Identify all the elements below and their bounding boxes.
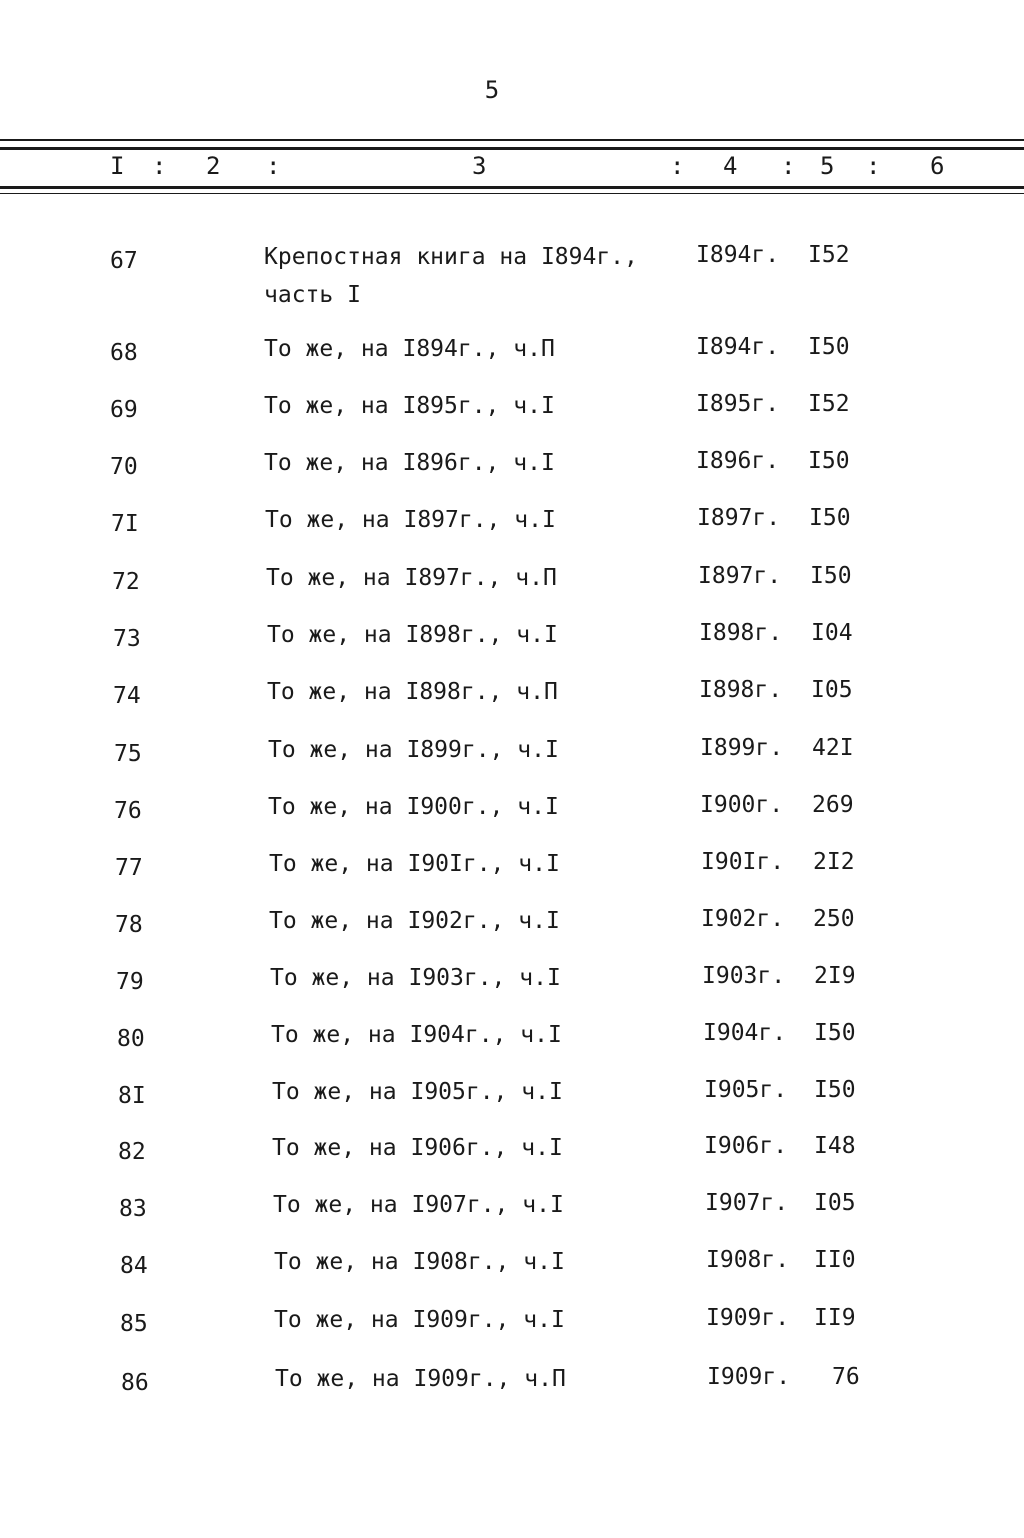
row-date: I900г. <box>700 792 784 818</box>
row-number: 75 <box>114 741 142 767</box>
table-row <box>0 505 1024 553</box>
row-title-line: То же, на I898г., ч.I <box>267 622 558 648</box>
header-rule-bottom <box>0 186 1024 189</box>
row-title <box>275 1360 695 1398</box>
table-row <box>0 242 1024 308</box>
row-number: 86 <box>121 1370 149 1396</box>
row-number: 76 <box>114 798 142 824</box>
row-title <box>266 559 686 597</box>
column-header-1: I <box>110 152 125 180</box>
row-number: 70 <box>110 454 138 480</box>
row-date: I902г. <box>701 906 785 932</box>
row-title-line: То же, на I908г., ч.I <box>274 1249 565 1275</box>
row-sheet-count: 2I9 <box>814 963 856 989</box>
row-date: I894г. <box>696 334 780 360</box>
table-row <box>0 563 1024 611</box>
column-header-6: 6 <box>930 152 945 180</box>
row-date: I906г. <box>704 1133 788 1159</box>
table-row <box>0 849 1024 897</box>
row-number: 79 <box>116 969 144 995</box>
table-row <box>0 1077 1024 1125</box>
row-number: 74 <box>113 683 141 709</box>
table-row <box>0 391 1024 439</box>
header-rule-bottom-thin <box>0 193 1024 194</box>
row-date: I905г. <box>704 1077 788 1103</box>
table-row <box>0 1133 1024 1181</box>
row-title <box>267 673 687 711</box>
row-sheet-count: I50 <box>814 1077 856 1103</box>
row-date: I894г. <box>696 242 780 268</box>
table-row <box>0 448 1024 496</box>
column-header-5: 5 <box>820 152 835 180</box>
row-number: 78 <box>115 912 143 938</box>
row-number: 73 <box>113 626 141 652</box>
column-separator: : <box>866 152 881 180</box>
row-date: I899г. <box>700 735 784 761</box>
row-title <box>272 1073 692 1111</box>
row-title-line: То же, на I897г., ч.I <box>265 507 556 533</box>
row-title <box>264 238 684 314</box>
row-number: 67 <box>110 248 138 274</box>
column-separator: : <box>152 152 167 180</box>
row-sheet-count: I05 <box>814 1190 856 1216</box>
row-title-line: То же, на I905г., ч.I <box>272 1079 563 1105</box>
row-number: 8I <box>118 1083 146 1109</box>
row-title-line: То же, на I909г., ч.П <box>275 1366 566 1392</box>
row-sheet-count: I48 <box>814 1133 856 1159</box>
row-title-line: То же, на I896г., ч.I <box>264 450 555 476</box>
row-number: 77 <box>115 855 143 881</box>
row-title <box>268 788 688 826</box>
column-header-4: 4 <box>723 152 738 180</box>
table-row <box>0 1364 1024 1412</box>
column-header-3: 3 <box>472 152 487 180</box>
row-number: 80 <box>117 1026 145 1052</box>
row-title-line: То же, на I897г., ч.П <box>266 565 557 591</box>
row-number: 82 <box>118 1139 146 1165</box>
row-sheet-count: I50 <box>809 505 851 531</box>
row-date: I897г. <box>698 563 782 589</box>
row-title-line: То же, на I902г., ч.I <box>269 908 560 934</box>
table-row <box>0 334 1024 382</box>
table-row <box>0 735 1024 783</box>
row-title-line: То же, на I909г., ч.I <box>274 1307 565 1333</box>
row-title <box>264 330 684 368</box>
row-date: I895г. <box>696 391 780 417</box>
row-title-line: То же, на I907г., ч.I <box>273 1192 564 1218</box>
header-rule-top-double <box>0 147 1024 150</box>
row-date: I904г. <box>703 1020 787 1046</box>
row-title <box>271 1016 691 1054</box>
row-title-line: часть I <box>264 282 361 308</box>
row-title <box>272 1129 692 1167</box>
row-title-line: То же, на I898г., ч.П <box>267 679 558 705</box>
row-sheet-count: I04 <box>811 620 853 646</box>
row-sheet-count: I52 <box>808 242 850 268</box>
table-row <box>0 1305 1024 1353</box>
row-title-line: То же, на I894г., ч.П <box>264 336 555 362</box>
row-date: I903г. <box>702 963 786 989</box>
row-title <box>269 902 689 940</box>
row-title-line: Крепостная книга на I894г., <box>264 244 638 270</box>
column-separator: : <box>781 152 796 180</box>
row-sheet-count: I50 <box>808 334 850 360</box>
row-title-line: То же, на I899г., ч.I <box>268 737 559 763</box>
row-sheet-count: 76 <box>832 1364 860 1390</box>
row-date: I898г. <box>699 620 783 646</box>
row-number: 84 <box>120 1253 148 1279</box>
row-title <box>268 731 688 769</box>
row-sheet-count: II9 <box>814 1305 856 1331</box>
column-header-2: 2 <box>206 152 221 180</box>
row-sheet-count: I50 <box>814 1020 856 1046</box>
row-sheet-count: 42I <box>812 735 854 761</box>
row-date: I90Iг. <box>701 849 785 875</box>
table-row <box>0 1020 1024 1068</box>
row-title-line: То же, на I904г., ч.I <box>271 1022 562 1048</box>
row-title <box>274 1301 694 1339</box>
row-title <box>264 387 684 425</box>
row-date: I909г. <box>707 1364 791 1390</box>
page-number: 5 <box>484 76 500 104</box>
row-title <box>270 959 690 997</box>
row-sheet-count: I52 <box>808 391 850 417</box>
row-date: I907г. <box>705 1190 789 1216</box>
header-rule-top <box>0 139 1024 141</box>
row-title-line: То же, на I90Iг., ч.I <box>269 851 560 877</box>
row-title-line: То же, на I900г., ч.I <box>268 794 559 820</box>
row-title-line: То же, на I895г., ч.I <box>264 393 555 419</box>
row-number: 83 <box>119 1196 147 1222</box>
row-sheet-count: I50 <box>808 448 850 474</box>
row-sheet-count: 2I2 <box>813 849 855 875</box>
row-title <box>265 501 685 539</box>
row-number: 7I <box>111 511 139 537</box>
row-number: 72 <box>112 569 140 595</box>
row-title <box>269 845 689 883</box>
row-date: I898г. <box>699 677 783 703</box>
table-row <box>0 677 1024 725</box>
row-date: I908г. <box>706 1247 790 1273</box>
table-row <box>0 906 1024 954</box>
row-date: I896г. <box>696 448 780 474</box>
row-number: 68 <box>110 340 138 366</box>
row-title <box>267 616 687 654</box>
table-row <box>0 792 1024 840</box>
table-row <box>0 1190 1024 1238</box>
row-sheet-count: 250 <box>813 906 855 932</box>
row-title <box>264 444 684 482</box>
table-row <box>0 963 1024 1011</box>
row-sheet-count: I05 <box>811 677 853 703</box>
row-sheet-count: 269 <box>812 792 854 818</box>
row-title-line: То же, на I903г., ч.I <box>270 965 561 991</box>
row-title-line: То же, на I906г., ч.I <box>272 1135 563 1161</box>
table-row <box>0 1247 1024 1295</box>
row-number: 85 <box>120 1311 148 1337</box>
row-sheet-count: II0 <box>814 1247 856 1273</box>
column-separator: : <box>266 152 281 180</box>
row-number: 69 <box>110 397 138 423</box>
row-title <box>274 1243 694 1281</box>
table-row <box>0 620 1024 668</box>
column-separator: : <box>670 152 685 180</box>
row-date: I897г. <box>697 505 781 531</box>
row-date: I909г. <box>706 1305 790 1331</box>
row-title <box>273 1186 693 1224</box>
row-sheet-count: I50 <box>810 563 852 589</box>
